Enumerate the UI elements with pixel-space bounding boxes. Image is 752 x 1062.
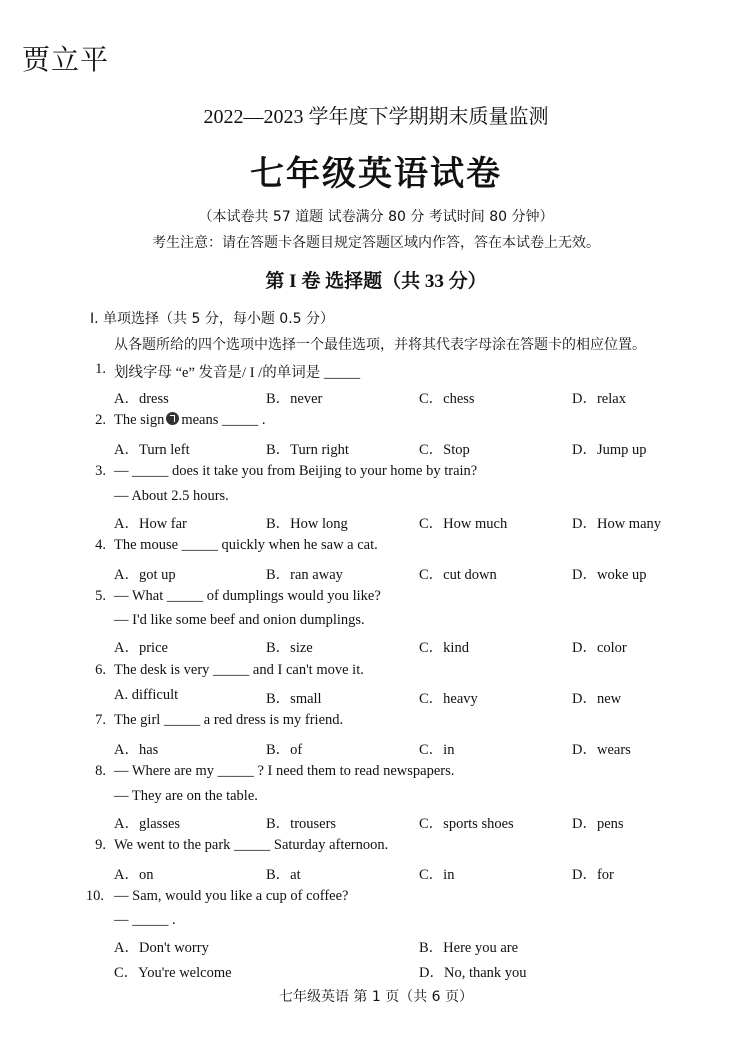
option-c: C．How much bbox=[419, 516, 508, 532]
question-number: 6. bbox=[95, 662, 106, 678]
question-1 bbox=[0, 361, 752, 383]
exam-notice: 考生注意：请在答题卡各题目规定答题区域内作答，答在本试卷上无效。 bbox=[152, 235, 600, 251]
question-stem: — _____ does it take you from Beijing to your home by train? bbox=[114, 463, 478, 479]
question-number: 7. bbox=[95, 712, 106, 728]
option-b: B．How long bbox=[266, 516, 348, 532]
question-stem: — Sam, would you like a cup of coffee? bbox=[114, 888, 349, 904]
question-8 bbox=[0, 763, 752, 785]
question-number: 5. bbox=[95, 588, 106, 604]
question-7 bbox=[0, 712, 752, 734]
option-d: D．pens bbox=[572, 816, 624, 832]
option-c: C．You're welcome bbox=[114, 965, 232, 981]
question-stem-part: The sign bbox=[114, 412, 165, 428]
option-b: B．of bbox=[266, 742, 303, 758]
question-5 bbox=[0, 588, 752, 610]
question-number: 8. bbox=[95, 763, 106, 779]
option-a: A．Don't worry bbox=[114, 940, 209, 956]
exam-title: 七年级英语试卷 bbox=[250, 156, 502, 193]
question-stem-part: means _____ . bbox=[181, 412, 266, 428]
option-a: A．dress bbox=[114, 391, 169, 407]
option-c: C．sports shoes bbox=[419, 816, 514, 832]
option-b: B．trousers bbox=[266, 816, 337, 832]
watermark: 贾立平 bbox=[22, 43, 110, 76]
question-2 bbox=[0, 412, 752, 434]
option-d: D．wears bbox=[572, 742, 631, 758]
question-number: 9. bbox=[95, 837, 106, 853]
part-title: 第 I 卷 选择题（共 33 分） bbox=[265, 271, 487, 292]
option-c: C．Stop bbox=[419, 442, 470, 458]
option-b: B．small bbox=[266, 691, 322, 707]
option-b: B．never bbox=[266, 391, 323, 407]
question-stem-reply: — About 2.5 hours. bbox=[114, 488, 229, 504]
question-stem: 划线字母 “e” 发音是/ I /的单词是 _____ bbox=[114, 365, 361, 381]
option-a: A．price bbox=[114, 640, 168, 656]
option-c: C．heavy bbox=[419, 691, 478, 707]
option-a: A．Turn left bbox=[114, 442, 190, 458]
question-stem-reply: — _____ . bbox=[114, 912, 176, 928]
option-c: C．cut down bbox=[419, 567, 497, 583]
exam-header: 2022—2023 学年度下学期期末质量监测 bbox=[203, 106, 549, 128]
option-d: D．Jump up bbox=[572, 442, 647, 458]
option-b: B．at bbox=[266, 867, 301, 883]
question-stem: — Where are my _____ ? I need them to read newspapers. bbox=[114, 763, 455, 779]
option-c: C．kind bbox=[419, 640, 469, 656]
option-d: D．new bbox=[572, 691, 622, 707]
option-d: D．for bbox=[572, 867, 614, 883]
question-4 bbox=[0, 537, 752, 559]
option-c: C．in bbox=[419, 867, 455, 883]
question-stem-reply: — They are on the table. bbox=[114, 788, 258, 804]
page-footer: 七年级英语 第 1 页（共 6 页） bbox=[278, 989, 474, 1005]
section-title: I. 单项选择（共 5 分，每小题 0.5 分） bbox=[90, 311, 335, 327]
option-b: B．ran away bbox=[266, 567, 343, 583]
question-stem: The desk is very _____ and I can't move it. bbox=[114, 662, 364, 678]
option-b: B．Here you are bbox=[419, 940, 519, 956]
option-d: D．color bbox=[572, 640, 627, 656]
question-number: 2. bbox=[95, 412, 106, 428]
question-10 bbox=[0, 888, 752, 910]
question-number: 10. bbox=[85, 888, 104, 904]
question-9 bbox=[0, 837, 752, 859]
option-d: D．woke up bbox=[572, 567, 647, 583]
question-number: 3. bbox=[95, 463, 106, 479]
option-a: A. difficult bbox=[114, 687, 179, 703]
question-number: 4. bbox=[95, 537, 106, 553]
option-d: D．No, thank you bbox=[419, 965, 527, 981]
option-b: B．Turn right bbox=[266, 442, 349, 458]
option-a: A．has bbox=[114, 742, 159, 758]
question-6 bbox=[0, 662, 752, 684]
turn-right-sign-icon bbox=[166, 412, 179, 425]
option-a: A．on bbox=[114, 867, 154, 883]
option-d: D．How many bbox=[572, 516, 662, 532]
question-stem: The girl _____ a red dress is my friend. bbox=[114, 712, 344, 728]
question-stem-reply: — I'd like some beef and onion dumplings. bbox=[114, 612, 365, 628]
question-number: 1. bbox=[95, 361, 106, 377]
section-instruction: 从各题所给的四个选项中选择一个最佳选项，并将其代表字母涂在答题卡的相应位置。 bbox=[114, 337, 646, 353]
option-a: A．How far bbox=[114, 516, 187, 532]
question-stem bbox=[114, 412, 266, 429]
question-stem: The mouse _____ quickly when he saw a cat. bbox=[114, 537, 378, 553]
question-stem: We went to the park _____ Saturday afternoon. bbox=[114, 837, 389, 853]
option-c: C．chess bbox=[419, 391, 475, 407]
option-a: A．glasses bbox=[114, 816, 181, 832]
option-c: C．in bbox=[419, 742, 455, 758]
option-a: A．got up bbox=[114, 567, 176, 583]
exam-info: （本试卷共 57 道题 试卷满分 80 分 考试时间 80 分钟） bbox=[198, 209, 554, 225]
question-stem: — What _____ of dumplings would you like? bbox=[114, 588, 381, 604]
question-3 bbox=[0, 463, 752, 485]
option-d: D．relax bbox=[572, 391, 626, 407]
option-b: B．size bbox=[266, 640, 313, 656]
